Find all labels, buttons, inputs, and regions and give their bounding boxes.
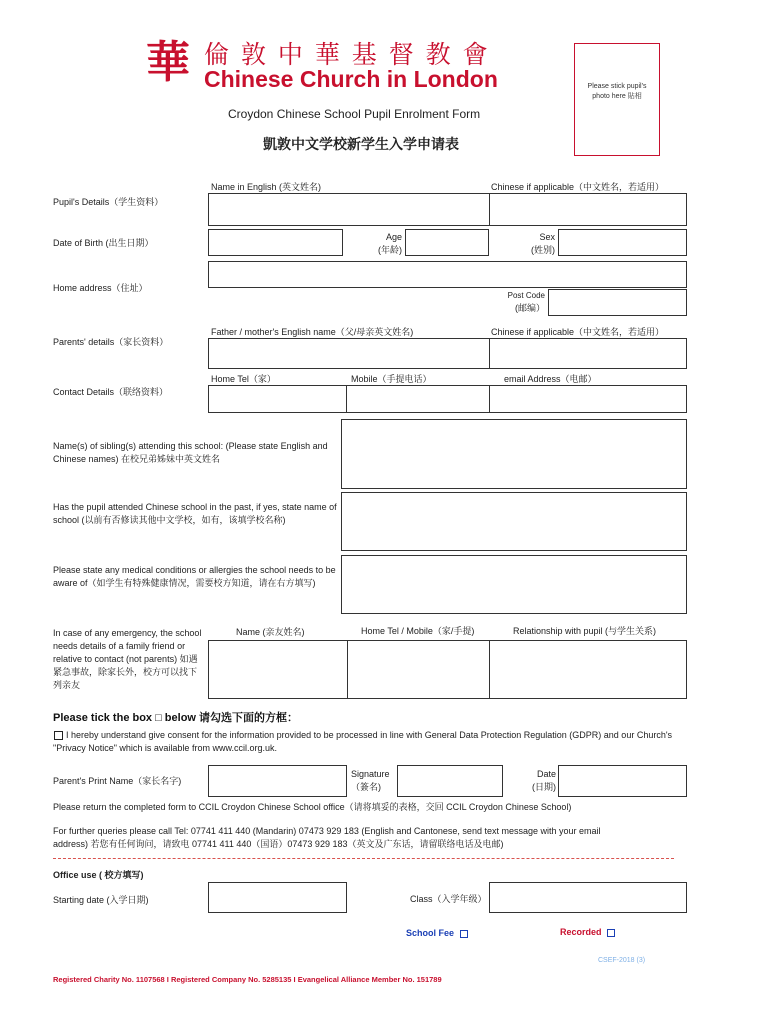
home-address-field[interactable] (208, 261, 687, 288)
emergency-tel-field[interactable] (347, 640, 490, 699)
email-field[interactable] (489, 385, 687, 413)
office-divider (53, 858, 674, 859)
church-name-chinese: 倫 敦 中 華 基 督 教 會 (204, 40, 490, 69)
parent-print-name-label: Parent's Print Name（家长名字) (53, 776, 182, 786)
date-field[interactable] (558, 765, 687, 797)
school-fee-label (406, 927, 468, 940)
form-title-chinese: 凱敦中文学校新学生入学申请表 (263, 136, 459, 152)
siblings-field[interactable] (341, 419, 687, 489)
parents-details-label: Parents' details（家长资料） (53, 337, 169, 347)
starting-date-field[interactable] (208, 882, 347, 913)
logo-glyph: 華 (146, 37, 190, 88)
past-school-question: Has the pupil attended Chinese school in the past, if yes, state name of school (以前有否修读其他中文学校，如有，该填学校名称) (53, 502, 337, 525)
medical-question: Please state any medical conditions or allergies the school needs to be aware of（如学生有特殊健康情况，需要校方知道，请在右方填写) (53, 565, 336, 588)
name-english-label: Name in English (英文姓名) (211, 182, 322, 192)
home-tel-label: Home Tel（家） (211, 374, 276, 384)
age-label: Age (385, 232, 402, 242)
siblings-question: Name(s) of sibling(s) attending this school: (Please state English and Chinese names) 在校兄弟姊妹中英文姓名 (53, 441, 328, 464)
home-address-label: Home address（住址） (53, 283, 148, 293)
emergency-contact-label: In case of any emergency, the school needs details of a family friend or relative to contact (not parents) 如遇紧急事故，除家长外，校方可以找下列亲友 (53, 628, 202, 690)
mobile-field[interactable] (346, 385, 490, 413)
home-tel-field[interactable] (208, 385, 347, 413)
queries-line-1: For further queries please call Tel: 07741 411 440 (Mandarin) 07473 929 183 (English and Cantonese, send text message with your email (53, 826, 601, 836)
consent-heading-en: Please tick the box □ below (53, 712, 200, 724)
dob-label: Date of Birth (出生日期） (53, 238, 154, 248)
contact-details-label: Contact Details（联络资料） (53, 387, 169, 397)
parent-name-english-field[interactable] (208, 338, 490, 369)
emergency-tel-label: Home Tel / Mobile（家/手提) (361, 626, 475, 636)
date-label: Date (536, 769, 556, 779)
date-label-zh: (日期) (532, 782, 556, 792)
emergency-name-label: Name (亲友姓名) (236, 627, 305, 637)
pupil-name-chinese-field[interactable] (489, 193, 687, 226)
postcode-field[interactable] (548, 289, 687, 316)
starting-date-label: Starting date (入学日期) (53, 895, 149, 905)
return-note: Please return the completed form to CCIL Croydon Chinese School office（请将填妥的表格，交回 CCIL Croydon Chinese School) (53, 802, 572, 812)
postcode-label-zh: (邮编） (515, 303, 545, 313)
parent-print-name-field[interactable] (208, 765, 347, 797)
age-field[interactable] (405, 229, 489, 256)
recorded-checkbox[interactable] (607, 929, 615, 937)
gdpr-consent-text: I hereby understand give consent for the information provided to be processed in line with General Data Protection Regulation (GDPR) and our Church's "Privacy Notice" which is available from www.ccil.org.uk. (53, 730, 673, 753)
parent-name-english-label: Father / mother's English name（父/母亲英文姓名) (211, 327, 414, 337)
photo-box-text: Please stick pupil's photo here 貼相 (587, 83, 647, 100)
pupil-name-english-field[interactable] (208, 193, 490, 226)
email-label: email Address（电邮） (504, 374, 597, 384)
emergency-relationship-label: Relationship with pupil (与学生关系) (513, 626, 657, 636)
emergency-name-field[interactable] (208, 640, 348, 699)
sex-label: Sex (539, 232, 555, 242)
form-code: CSEF-2018 (3) (598, 957, 646, 964)
parent-name-chinese-field[interactable] (489, 338, 687, 369)
name-chinese-label: Chinese if applicable（中文姓名，若适用） (491, 182, 665, 192)
office-use-heading: Office use ( 校方填写) (53, 870, 144, 880)
signature-field[interactable] (397, 765, 503, 797)
school-fee-text: School Fee (406, 928, 455, 938)
recorded-label (560, 926, 615, 939)
church-name-english: Chinese Church in London (204, 66, 498, 92)
pupil-details-label: Pupil's Details（学生资料） (53, 197, 164, 207)
form-title-english: Croydon Chinese School Pupil Enrolment Form (228, 107, 481, 121)
mobile-label: Mobile（手提电话） (351, 374, 432, 384)
class-field[interactable] (489, 882, 687, 913)
age-label-zh: (年龄) (378, 245, 402, 255)
sex-field[interactable] (558, 229, 687, 256)
dob-field[interactable] (208, 229, 343, 256)
emergency-relationship-field[interactable] (489, 640, 687, 699)
registration-footer: Registered Charity No. 1107568 I Registered Company No. 5285135 I Evangelical Alliance Member No. 151789 (53, 975, 442, 984)
signature-label-zh: （簽名) (351, 782, 381, 792)
queries-line-2: address) 若您有任何询问，请致电 07741 411 440（国语）07473 929 183（英文及广东话，请留联络电话及电邮) (53, 839, 504, 849)
consent-heading-zh: 请勾选下面的方框： (199, 712, 299, 724)
past-school-field[interactable] (341, 492, 687, 551)
class-label: Class（入学年级） (410, 894, 487, 904)
sex-label-zh: (姓别) (531, 245, 555, 255)
school-fee-checkbox[interactable] (460, 930, 468, 938)
photo-box[interactable] (574, 43, 660, 156)
recorded-text: Recorded (560, 927, 602, 937)
parent-name-chinese-label: Chinese if applicable（中文姓名，若适用） (491, 327, 665, 337)
consent-heading (53, 711, 298, 726)
signature-label: Signature (351, 769, 390, 779)
medical-field[interactable] (341, 555, 687, 614)
postcode-label: Post Code (507, 291, 545, 300)
